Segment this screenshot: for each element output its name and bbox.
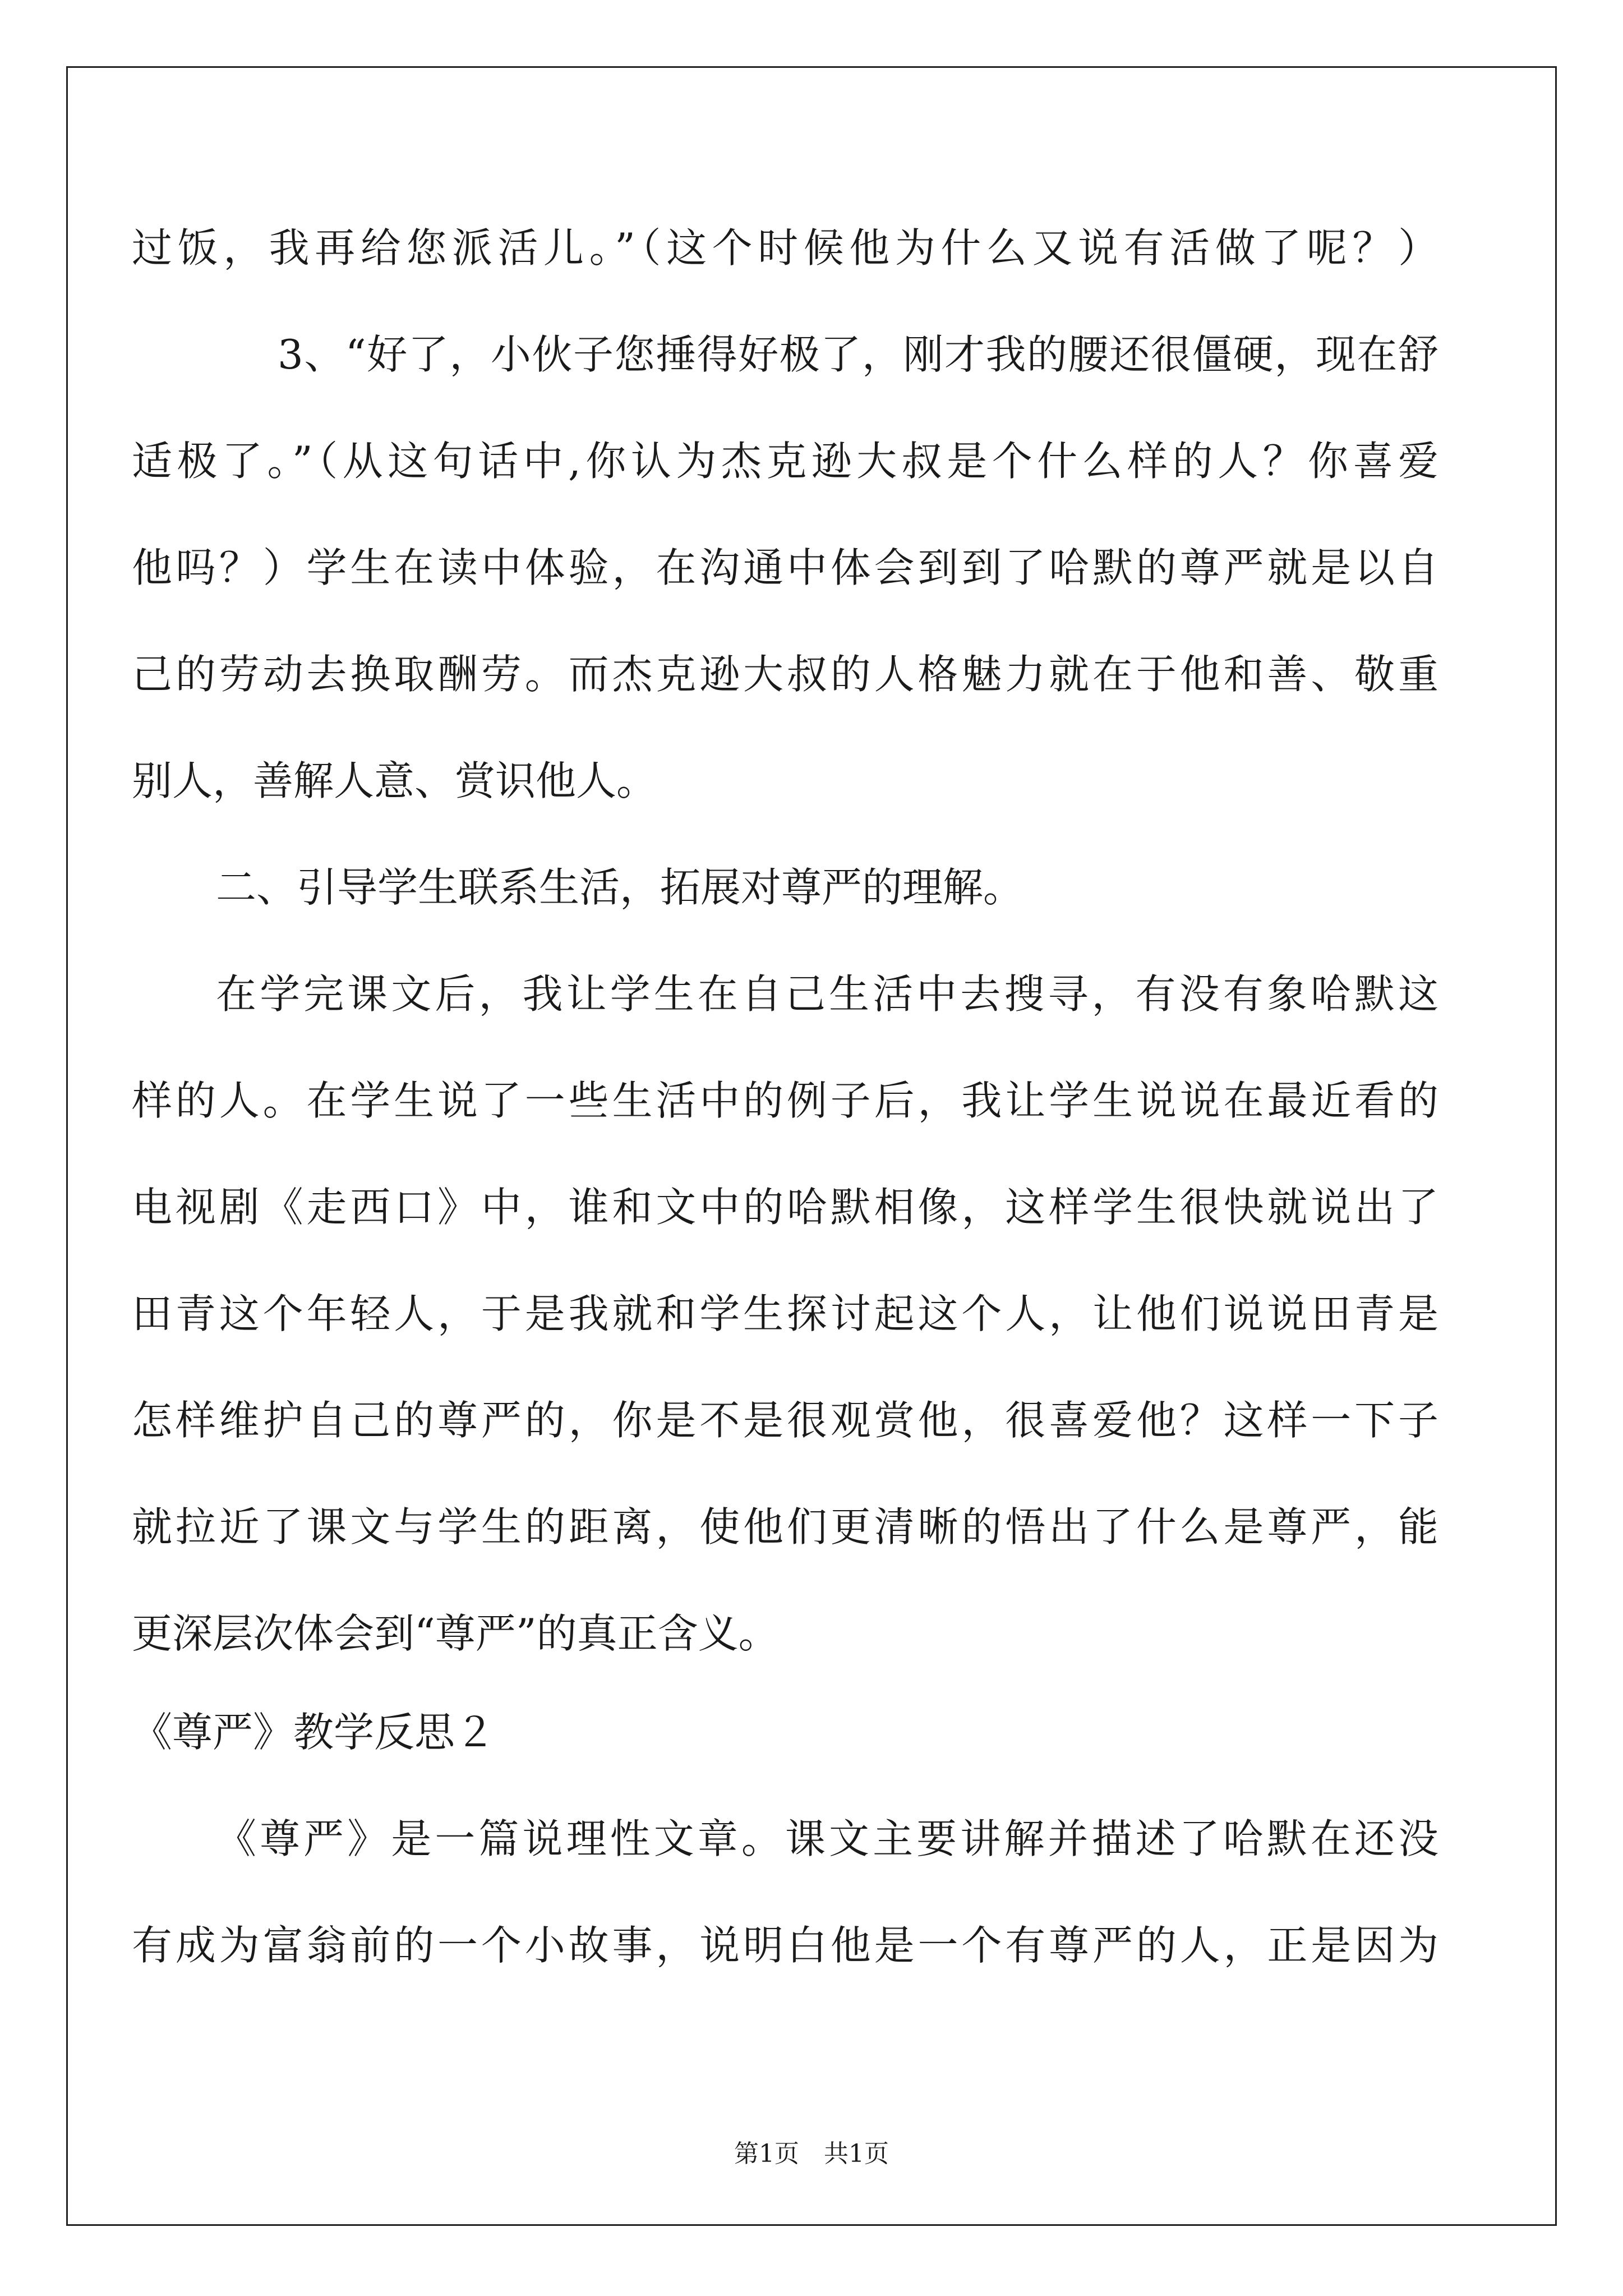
text-line: 《尊严》是一篇说理性文章。课文主要讲解并描述了哈默在还没 xyxy=(216,1815,1438,1862)
text-line: 适极了。”（从这句话中,你认为杰克逊大叔是个什么样的人？你喜爱 xyxy=(132,438,1438,485)
text-line: 怎样维护自己的尊严的，你是不是很观赏他，很喜爱他？这样一下子 xyxy=(132,1397,1438,1444)
text-line: 别人，善解人意、赏识他人。 xyxy=(132,757,657,804)
text-line: 过饭，我再给您派活儿。”（这个时候他为什么又说有活做了呢？） xyxy=(132,224,1438,272)
text-line: 样的人。在学生说了一些生活中的例子后，我让学生说说在最近看的 xyxy=(132,1077,1438,1124)
text-line: 电视剧《走西口》中，谁和文中的哈默相像，这样学生很快就说出了 xyxy=(132,1184,1438,1231)
document-subtitle: 《尊严》教学反思２ xyxy=(132,1709,496,1756)
section-heading: 二、引导学生联系生活，拓展对尊严的理解。 xyxy=(216,864,1024,911)
text-line: 更深层次体会到“尊严”的真正含义。 xyxy=(132,1610,779,1657)
page-footer: 第1页 共1页 xyxy=(734,2139,889,2168)
page-border xyxy=(66,66,1557,2226)
text-line: 田青这个年轻人，于是我就和学生探讨起这个人，让他们说说田青是 xyxy=(132,1290,1438,1337)
text-line: 在学完课文后，我让学生在自己生活中去搜寻，有没有象哈默这 xyxy=(216,970,1438,1018)
text-line: 他吗？）学生在读中体验，在沟通中体会到到了哈默的尊严就是以自 xyxy=(132,544,1438,591)
text-line: 有成为富翁前的一个小故事，说明白他是一个有尊严的人，正是因为 xyxy=(132,1922,1438,1969)
text-line: 3、“好了，小伙子您捶得好极了，刚才我的腰还很僵硬，现在舒 xyxy=(278,331,1438,378)
text-line: 就拉近了课文与学生的距离，使他们更清晰的悟出了什么是尊严，能 xyxy=(132,1503,1438,1550)
text-line: 己的劳动去换取酬劳。而杰克逊大叔的人格魅力就在于他和善、敬重 xyxy=(132,651,1438,698)
